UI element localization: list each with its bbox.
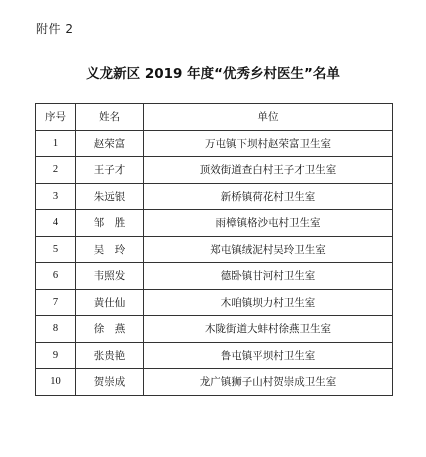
table-row	[36, 316, 393, 343]
doctor-unit: 龙广镇狮子山村贺崇成卫生室	[144, 369, 393, 396]
header-name: 姓名	[76, 104, 144, 131]
row-number: 6	[36, 263, 76, 290]
table-row	[36, 130, 393, 157]
doctor-name: 邹 胜	[76, 210, 144, 237]
row-number: 8	[36, 316, 76, 343]
doctor-name: 吴 玲	[76, 236, 144, 263]
doctor-unit: 木咱镇坝力村卫生室	[144, 289, 393, 316]
doctor-unit: 雨樟镇格沙屯村卫生室	[144, 210, 393, 237]
doctor-name: 张贵艳	[76, 342, 144, 369]
doctor-unit: 万屯镇下坝村赵荣富卫生室	[144, 130, 393, 157]
document-title: 义龙新区 2019 年度“优秀乡村医生”名单	[86, 66, 340, 82]
row-number: 3	[36, 183, 76, 210]
doctor-name: 贺崇成	[76, 369, 144, 396]
row-number: 10	[36, 369, 76, 396]
table-row	[36, 263, 393, 290]
doctor-unit: 新桥镇荷花村卫生室	[144, 183, 393, 210]
table-row	[36, 157, 393, 184]
table-row	[36, 369, 393, 396]
doctor-unit: 德卧镇甘河村卫生室	[144, 263, 393, 290]
doctor-name: 黄仕仙	[76, 289, 144, 316]
doctor-unit: 木陇街道大蚌村徐燕卫生室	[144, 316, 393, 343]
doctor-list-table	[35, 103, 393, 396]
table-row	[36, 342, 393, 369]
table-row	[36, 289, 393, 316]
doctor-name: 韦照发	[76, 263, 144, 290]
table-row	[36, 183, 393, 210]
row-number: 1	[36, 130, 76, 157]
attachment-label: 附件 2	[36, 22, 74, 36]
table-header-row	[36, 104, 393, 131]
doctor-name: 朱远银	[76, 183, 144, 210]
doctor-unit: 鲁屯镇平坝村卫生室	[144, 342, 393, 369]
doctor-name: 王子才	[76, 157, 144, 184]
row-number: 9	[36, 342, 76, 369]
row-number: 5	[36, 236, 76, 263]
row-number: 4	[36, 210, 76, 237]
doctor-unit: 郑屯镇绒泥村吴玲卫生室	[144, 236, 393, 263]
doctor-name: 徐 燕	[76, 316, 144, 343]
row-number: 7	[36, 289, 76, 316]
doctor-name: 赵荣富	[76, 130, 144, 157]
header-unit: 单位	[144, 104, 393, 131]
header-number: 序号	[36, 104, 76, 131]
table-row	[36, 210, 393, 237]
table-row	[36, 236, 393, 263]
row-number: 2	[36, 157, 76, 184]
doctor-unit: 顶效街道查白村王子才卫生室	[144, 157, 393, 184]
